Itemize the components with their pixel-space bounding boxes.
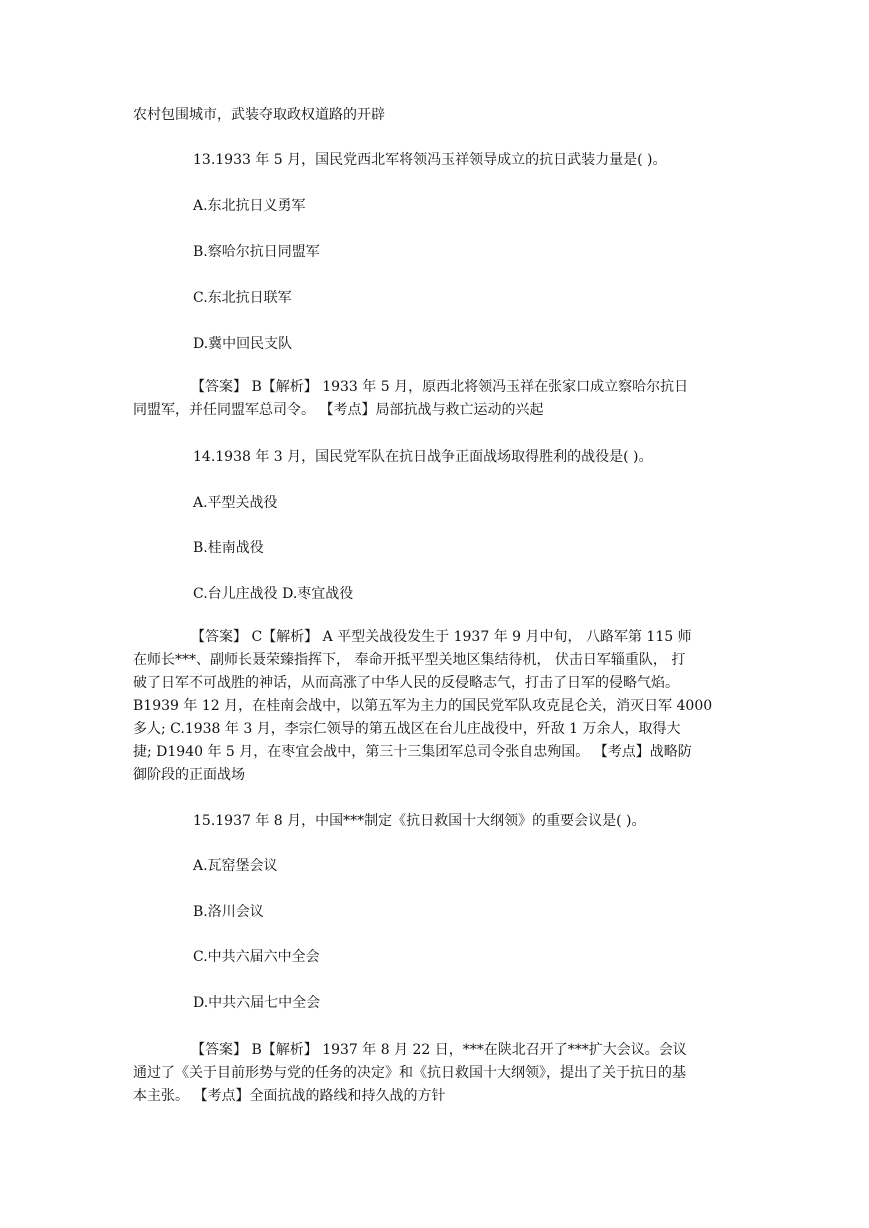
q14-answer-line-7: 御阶段的正面战场	[133, 767, 245, 783]
q13-answer-line-1: 【答案】 B【解析】 1933 年 5 月，原西北将领冯玉祥在张家口成立察哈尔抗日	[191, 379, 689, 395]
q15-answer-line-2: 通过了《关于目前形势与党的任务的决定》和《抗日救国十大纲领》，提出了关于抗日的基	[133, 1065, 686, 1081]
q13-option-b: B.察哈尔抗日同盟军	[193, 244, 320, 260]
q15-option-b: B.洛川会议	[193, 904, 264, 920]
q15-option-d: D.中共六届七中全会	[193, 995, 321, 1011]
q15-answer-line-3: 本主张。 【考点】全面抗战的路线和持久战的方针	[133, 1088, 446, 1104]
q14-question: 14.1938 年 3 月，国民党军队在抗日战争正面战场取得胜利的战役是( )。	[193, 449, 653, 465]
q13-question: 13.1933 年 5 月，国民党西北军将领冯玉祥领导成立的抗日武装力量是( )。	[193, 152, 667, 168]
q15-answer-line-1: 【答案】 B【解析】 1937 年 8 月 22 日，***在陕北召开了***扩大会议。会议	[191, 1042, 687, 1058]
q13-option-d: D.冀中回民支队	[193, 336, 293, 352]
q13-option-a: A.东北抗日义勇军	[193, 198, 306, 214]
q14-option-cd: C.台儿庄战役 D.枣宜战役	[193, 586, 354, 602]
q13-option-c: C.东北抗日联军	[193, 290, 292, 306]
q14-answer-line-4: B1939 年 12 月，在桂南会战中，以第五军为主力的国民党军队攻克昆仑关，消灭日军 4000	[133, 698, 713, 714]
q14-option-a: A.平型关战役	[193, 495, 278, 511]
q14-answer-line-1: 【答案】 C【解析】 A 平型关战役发生于 1937 年 9 月中旬， 八路军第 115 师	[191, 629, 692, 645]
q15-option-c: C.中共六届六中全会	[193, 949, 320, 965]
q14-answer-line-2: 在师长***、副师长聂荣臻指挥下， 奉命开抵平型关地区集结待机， 伏击日军辎重队， 打	[133, 652, 686, 668]
q14-answer-line-5: 多人; C.1938 年 3 月，李宗仁领导的第五战区在台儿庄战役中，歼敌 1 万余人，取得大	[133, 721, 681, 737]
q15-option-a: A.瓦窑堡会议	[193, 858, 278, 874]
intro-line: 农村包围城市，武装夺取政权道路的开辟	[133, 107, 385, 123]
q14-answer-line-3: 破了日军不可战胜的神话，从而高涨了中华人民的反侵略志气，打击了日军的侵略气焰。	[133, 675, 679, 691]
q14-answer-line-6: 捷; D1940 年 5 月，在枣宜会战中，第三十三集团军总司令张自忠殉国。 【考点】战略防	[133, 744, 692, 760]
q13-answer-line-2: 同盟军，并任同盟军总司令。 【考点】局部抗战与救亡运动的兴起	[133, 402, 544, 418]
q15-question: 15.1937 年 8 月，中国***制定《抗日救国十大纲领》的重要会议是( )。	[193, 813, 646, 829]
q14-option-b: B.桂南战役	[193, 540, 264, 556]
